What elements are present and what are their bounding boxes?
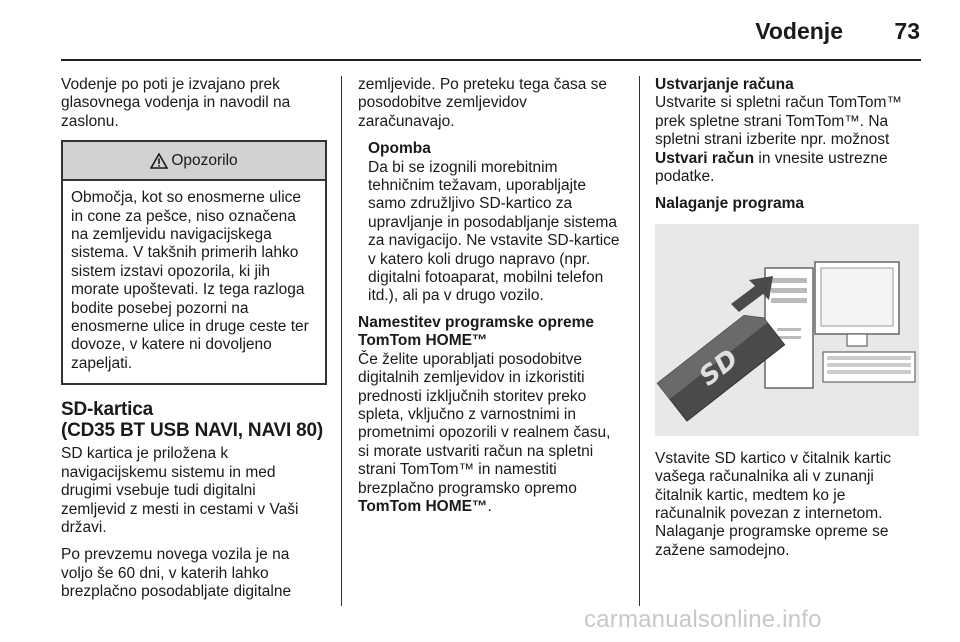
- watermark: carmanualsonline.info: [584, 606, 822, 633]
- section-title-sd-card: SD-kartica (CD35 BT USB NAVI, NAVI 80): [61, 399, 324, 442]
- subhead-install-software: Namestitev programske opreme TomTom HOME™: [358, 313, 595, 350]
- column-3: [655, 76, 925, 560]
- install-text: Če želite uporabljati posodobitve digitalnih zemljevidov in izkoristiti prednosti izključnih storitev preko spleta, vključno z varnostnimi in prometnimi opozorili v realnem času, si morate ustvariti račun na spletni strani TomTom™ in namestiti brezplačno programsko opremo: [358, 350, 611, 497]
- install-text-end: .: [487, 497, 492, 515]
- create-account-emphasis: Ustvari račun: [655, 149, 755, 167]
- warning-box: [61, 140, 327, 385]
- account-text: Ustvarite si spletni račun TomTom™ prek spletne strani TomTom™. Na spletni strani izberite npr. možnost: [655, 94, 902, 149]
- note-block: [358, 140, 626, 306]
- warning-header: [63, 142, 325, 181]
- warning-body: Območja, kot so enosmerne ulice in cone za pešce, niso označena na zemljevidu navigacijskega sistema. V takšnih primerih lahko sistem izstavi opozorila, ki jih morate upoštevati. Iz tega razloga bodite posebej pozorni na enosmerne ulice in druge ceste ter dovoze, v katere ni dovoljeno zapeljati.: [71, 189, 309, 372]
- install-paragraph: [358, 351, 626, 517]
- column-divider-2: [639, 76, 640, 606]
- column-2: [358, 76, 626, 516]
- account-text-end: in vnesite ustrezne podatke.: [655, 149, 888, 186]
- illustration-svg: [655, 224, 919, 436]
- continuation-paragraph: zemljevide. Po preteku tega časa se posodobitve zemljevidov zaračunavajo.: [358, 76, 607, 130]
- intro-paragraph: Vodenje po poti je izvajano prek glasovnega vodenja in navodil na zaslonu.: [61, 76, 291, 130]
- sd-paragraph-1: SD kartica je priložena k navigacijskemu sistemu in med drugimi vsebuje tudi digitalni zemljevid z mesti in cestami v Vaši državi.: [61, 445, 299, 536]
- warning-title: Opozorilo: [171, 151, 238, 169]
- account-paragraph: [655, 94, 925, 186]
- subhead-download-program: Nalaganje programa: [655, 195, 805, 213]
- page-number: 73: [894, 18, 920, 44]
- insert-card-paragraph: Vstavite SD kartico v čitalnik kartic vašega računalnika ali v zunanji čitalnik kartic, medtem ko je računalnik povezan z internetom. Nalaganje programske opreme se zažene samodejno.: [655, 449, 892, 559]
- note-title: Opomba: [368, 140, 431, 158]
- page-header: [0, 0, 960, 62]
- sd-card-logo: SD: [693, 343, 745, 393]
- tomtom-home-emphasis: TomTom HOME™: [358, 497, 488, 515]
- subhead-create-account: Ustvarjanje računa: [655, 76, 794, 93]
- note-body: Da bi se izognili morebitnim tehničnim težavam, uporabljajte samo združljivo SD-kartico za upravljanje in posodabljanje sistema za navigacijo. Ne vstavite SD-kartice v katero koli drugo napravo (npr. digitalni fotoaparat, mobilni telefon itd.), ali pa v drugo vozilo.: [368, 158, 620, 305]
- header-rule: [61, 59, 921, 61]
- warning-triangle-icon: [150, 153, 168, 169]
- sd-paragraph-2: Po prevzemu novega vozila je na voljo še 60 dni, v katerih lahko brezplačno posodabljate digitalne: [61, 546, 292, 601]
- column-divider-1: [341, 76, 342, 606]
- column-1: [61, 76, 327, 602]
- page-title: Vodenje: [755, 18, 843, 44]
- sd-card-computer-illustration: [655, 224, 919, 436]
